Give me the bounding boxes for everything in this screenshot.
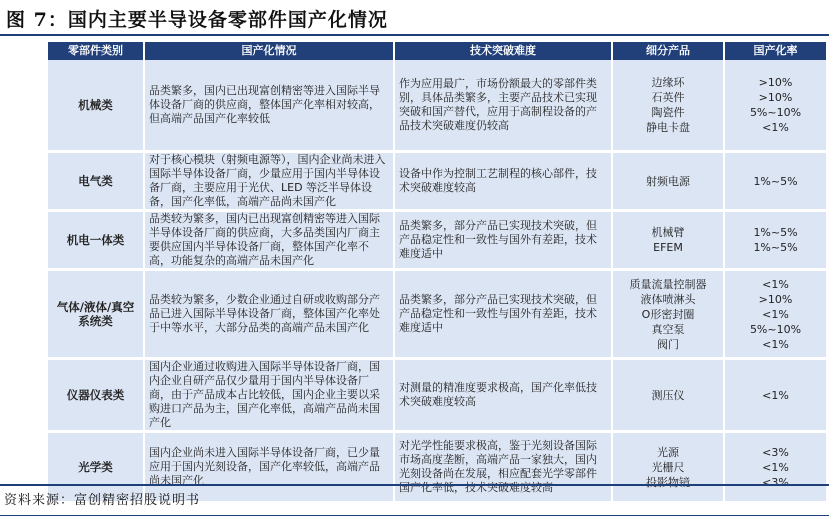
rate-item: >10% [758, 91, 793, 104]
category-cell: 机电一体类 [48, 212, 144, 268]
products-cell [612, 153, 724, 209]
products-list [617, 389, 719, 402]
products-cell [612, 271, 724, 357]
rate-item: 1%~5% [753, 241, 798, 254]
rate-item: 1%~5% [753, 226, 798, 239]
products-list [617, 225, 719, 255]
product-item: 投影物镜 [646, 475, 690, 489]
table-header-row [48, 42, 826, 60]
product-item: 质量流量控制器 [629, 277, 707, 291]
localization-cell: 国内企业通过收购进入国际半导体设备厂商，国内企业自研产品仅少量用于国内半导体设备厂商，由于产品成本占比较低，国内企业主要以采购进口产品为主，国产化率低，高端产品尚未国产化 [144, 360, 394, 430]
products-cell [612, 60, 724, 150]
products-cell [612, 433, 724, 501]
products-cell [612, 360, 724, 430]
products-cell [612, 212, 724, 268]
rate-list [729, 389, 822, 402]
localization-cell: 品类较为繁多，国内已出现富创精密等进入国际半导体设备厂商的供应商，大多品类国内厂商主要供应国内半导体设备厂商，整体国产化率不高，功能复杂的高端产品未国产化 [144, 212, 394, 268]
product-item: 静电卡盘 [646, 121, 690, 134]
figure-title-bar [0, 0, 829, 36]
product-item: 石英件 [651, 91, 685, 104]
rate-list [729, 445, 822, 490]
product-item: 射频电源 [646, 174, 690, 188]
difficulty-cell: 设备中作为控制工艺制程的核心部件，技术突破难度较高 [394, 153, 612, 209]
localization-cell: 品类较为繁多，少数企业通过自研或收购部分产品已进入国际半导体设备厂商，整体国产化率处于中等水平，大部分品类的高端产品未国产化 [144, 271, 394, 357]
products-list [617, 445, 719, 490]
rate-item: <1% [762, 388, 789, 402]
rate-item: <3% [762, 445, 789, 459]
category-cell: 机械类 [48, 60, 144, 150]
localization-cell: 国内企业尚未进入国际半导体设备厂商，已少量应用于国内光刻设备，国产化率较低，高端产品尚未国产化 [144, 433, 394, 501]
rate-item: <3% [762, 475, 789, 489]
table-row [48, 153, 826, 209]
product-item: 光栅尺 [651, 460, 685, 474]
rate-cell [724, 433, 826, 501]
product-item: 机械臂 [651, 226, 685, 239]
header-localization: 国产化情况 [144, 42, 394, 60]
table-row [48, 212, 826, 268]
rate-list [729, 277, 822, 352]
product-item: 陶瓷件 [651, 106, 685, 119]
rate-item: >10% [758, 292, 793, 306]
rate-item: <1% [762, 307, 789, 321]
product-item: 阀门 [657, 337, 679, 351]
header-difficulty: 技术突破难度 [394, 42, 612, 60]
product-item: 真空泵 [651, 322, 685, 336]
localization-cell: 品类繁多，国内已出现富创精密等进入国际半导体设备厂商的供应商，整体国产化率相对较高，但高端产品国产化率较低 [144, 60, 394, 150]
product-item: 液体喷淋头 [640, 292, 696, 306]
rate-item: <1% [762, 337, 789, 351]
rate-cell [724, 360, 826, 430]
product-item: 边缘环 [651, 76, 685, 89]
localization-table [48, 42, 826, 501]
products-list [617, 277, 719, 352]
table-row [48, 271, 826, 357]
category-cell: 光学类 [48, 433, 144, 501]
localization-cell: 对于核心模块（射频电源等），国内企业尚未进入国际半导体设备厂商，少量应用于国内半导体设备厂商，主要应用于光伏、LED 等泛半导体设备，国产化率低，高端产品尚未国产化 [144, 153, 394, 209]
table-body [48, 60, 826, 501]
header-rate: 国产化率 [724, 42, 826, 60]
rate-cell [724, 271, 826, 357]
difficulty-cell: 对光学性能要求极高，鉴于光刻设备国际市场高度垄断，高端产品一家独大，国内光刻设备尚在发展，相应配套光学零部件国产化率低，技术突破难度较高 [394, 433, 612, 501]
table-row [48, 360, 826, 430]
footer-divider [0, 484, 829, 486]
rate-cell [724, 60, 826, 150]
product-item: 测压仪 [651, 388, 685, 402]
difficulty-cell: 对测量的精准度要求极高，国产化率低技术突破难度较高 [394, 360, 612, 430]
rate-cell [724, 212, 826, 268]
rate-item: 5%~10% [749, 106, 802, 119]
rate-list [729, 175, 822, 188]
header-products: 细分产品 [612, 42, 724, 60]
figure-title: 图 7：国内主要半导设备零部件国产化情况 [6, 9, 388, 31]
bottom-divider [0, 515, 829, 516]
category-cell: 气体/液体/真空系统类 [48, 271, 144, 357]
difficulty-cell: 品类繁多，部分产品已实现技术突破，但产品稳定性和一致性与国外有差距，技术难度适中 [394, 271, 612, 357]
source-note: 资料来源：富创精密招股说明书 [4, 493, 201, 508]
rate-item: >10% [758, 76, 793, 89]
product-item: 光源 [657, 445, 679, 459]
difficulty-cell: 作为应用最广，市场份额最大的零部件类别，具体品类繁多，主要产品技术已实现突破和国产替代，应用于高制程设备的产品技术突破难度仍较高 [394, 60, 612, 150]
rate-item: <1% [762, 460, 789, 474]
rate-cell [724, 153, 826, 209]
rate-item: <1% [762, 121, 789, 134]
product-item: O形密封圈 [641, 307, 695, 321]
rate-list [729, 75, 822, 135]
rate-item: <1% [762, 277, 789, 291]
difficulty-cell: 品类繁多，部分产品已实现技术突破，但产品稳定性和一致性与国外有差距，技术难度适中 [394, 212, 612, 268]
products-list [617, 75, 719, 135]
rate-item: 1%~5% [753, 174, 798, 188]
product-item: EFEM [653, 241, 683, 254]
category-cell: 电气类 [48, 153, 144, 209]
rate-item: 5%~10% [749, 322, 802, 336]
header-category: 零部件类别 [48, 42, 144, 60]
category-cell: 仪器仪表类 [48, 360, 144, 430]
rate-list [729, 225, 822, 255]
table-row [48, 60, 826, 150]
products-list [617, 175, 719, 188]
